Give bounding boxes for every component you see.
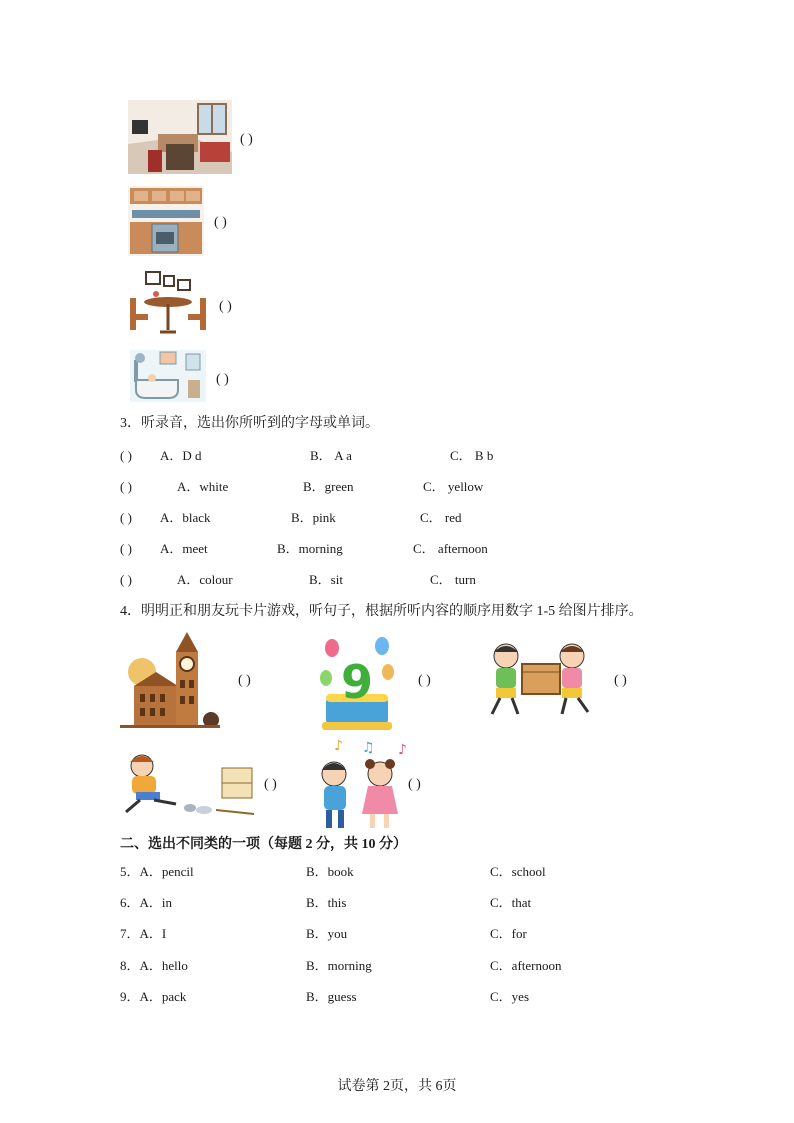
living-room-picture [128,100,232,174]
kitchen-picture [128,186,204,256]
option-b[interactable]: B．you [306,926,348,941]
bathroom-picture [130,350,206,402]
dining-room-picture [128,270,208,334]
room-answer-blank-3[interactable]: ( ) [219,299,232,314]
answer-blank[interactable]: ( ) [120,541,132,556]
boy-running-picture [118,752,258,816]
kids-carrying-box-picture [484,640,598,718]
option-c[interactable]: C．yes [490,989,530,1004]
option-c[interactable]: C． afternoon [413,541,488,556]
option-c[interactable]: C．afternoon [490,958,562,973]
option-c[interactable]: C． B b [450,448,494,463]
room-answer-blank-2[interactable]: ( ) [214,215,227,230]
svg-text:9: 9 [340,655,374,709]
option-a[interactable]: A．meet [160,541,208,556]
option-b[interactable]: B．green [303,479,354,494]
option-c[interactable]: C． red [420,510,462,525]
birthday-cake-picture [318,632,396,732]
option-a[interactable]: A．colour [177,572,233,587]
picture-order-blank-4[interactable]: ( ) [264,777,277,792]
room-answer-blank-4[interactable]: ( ) [216,372,229,387]
option-a[interactable]: 8．A．hello [120,958,188,973]
option-b[interactable]: B．pink [291,510,336,525]
option-c[interactable]: C．school [490,864,546,879]
question-3-title: 3．听录音，选出你所听到的字母或单词。 [120,416,379,431]
option-a[interactable]: 6．A．in [120,895,173,910]
option-c[interactable]: C． turn [430,572,476,587]
option-b[interactable]: B．morning [306,958,372,973]
question-3-row [120,479,640,497]
question-9-row [120,989,640,1007]
question-3-row [120,510,640,528]
option-a[interactable]: A．D d [160,448,202,463]
question-3-row [120,448,640,466]
option-b[interactable]: B．this [306,895,347,910]
answer-blank[interactable]: ( ) [120,510,132,525]
question-5-row [120,864,640,882]
picture-order-blank-1[interactable]: ( ) [238,673,251,688]
room-answer-blank-1[interactable]: ( ) [240,132,253,147]
question-6-row [120,895,640,913]
question-3-row [120,541,640,559]
option-c[interactable]: C． yellow [423,479,484,494]
page-footer: 试卷第 2页，共 6页 [337,1079,457,1094]
svg-text:♪: ♪ [334,738,343,754]
kids-singing-picture [308,736,414,832]
picture-order-blank-2[interactable]: ( ) [418,673,431,688]
option-a[interactable]: 7．A．I [120,926,167,941]
option-b[interactable]: B．guess [306,989,357,1004]
section-2-title: 二、选出不同类的一项（每题 2 分，共 10 分） [120,837,407,852]
answer-blank[interactable]: ( ) [120,572,132,587]
option-b[interactable]: B．sit [309,572,343,587]
answer-blank[interactable]: ( ) [120,448,132,463]
option-a[interactable]: A．black [160,510,211,525]
question-4-title: 4．明明正和朋友玩卡片游戏，听句子，根据所听内容的顺序用数字 1-5 给图片排序。 [120,604,643,619]
option-a[interactable]: A．white [177,479,229,494]
option-b[interactable]: B．book [306,864,354,879]
option-b[interactable]: B．morning [277,541,343,556]
option-a[interactable]: 9．A．pack [120,989,187,1004]
option-c[interactable]: C．for [490,926,527,941]
picture-order-blank-3[interactable]: ( ) [614,673,627,688]
option-a[interactable]: 5．A．pencil [120,864,194,879]
svg-text:♪: ♪ [398,742,407,758]
svg-text:♫: ♫ [362,740,375,756]
question-3-row [120,572,640,590]
big-ben-picture [120,630,220,730]
option-c[interactable]: C．that [490,895,532,910]
option-b[interactable]: B． A a [310,448,352,463]
picture-order-blank-5[interactable]: ( ) [408,777,421,792]
question-8-row [120,958,640,976]
answer-blank[interactable]: ( ) [120,479,132,494]
question-7-row [120,926,640,944]
